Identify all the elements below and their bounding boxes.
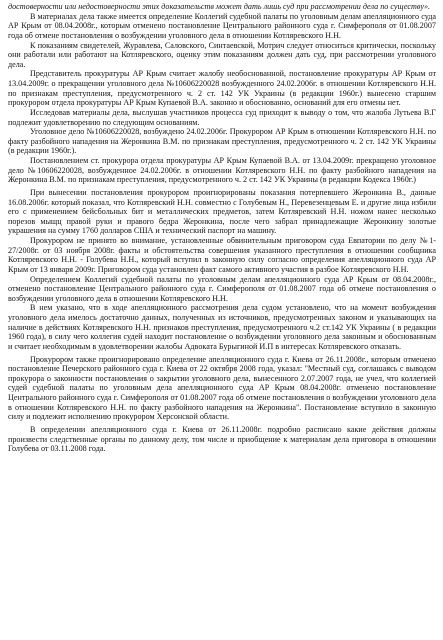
paragraph-appeal-determination: Определением Коллегий судебной палаты по уголовным делам апелляционного суда АР Крым от 08.04.2008г., отменено постановление Центрального районного суда г. Симферополя от 01.08.2007 года об отмене постановления о возбуждении уголовного дела в отношении Котляревского Н.Н.: [8, 274, 436, 303]
paragraph-prosecutor-position: Представитель прокуратуры АР Крым считает жалобу необоснованной, постановление прокуратуры АР Крым от 13.04.2009г. о прекращении уголовного дела №10606220028 возбужденного 24.02.2006г. в отношении Котляревского Н.Н. по признакам преступления, предусмотренного ч. 2 ст. 142 УК Украины (в редакции 1960г.) вынесено старшим прокурором отдела прокуратуры АР Крым Купаевой В.А. законно и обоснованно, оснований для его отмены нет.: [8, 69, 436, 108]
paragraph-victim-testimony: При вынесении постановления прокурором проигнорированы показания потерпевшего Жеронкина В., данные 16.08.2006г. который показал, что Котляревский Н.Н. совместно с Голубевым Н., Перевезенцевым Е. и другие лица избили его с применением бейсбольных бит и металлических предметов, затем Котляревский Н.Н. ножом нанес несколько порезов мыщц правой руки и правого бедра Жеронкина, после чего забрал принадлежащие Жеронкину золотые украшения на сумму 1760 долларов США и технический паспорт на машину.: [8, 187, 436, 236]
paragraph-case-initiated: Уголовное дело №10606220028, возбуждено 24.02.2006г. Прокурором АР Крым в отношении Котляревского Н.Н. по факту разбойного нападения на Жеронкина В.М. по признакам преступления, предусмотренного ч. 2 ст. 142 УК Украины (в редакции 1960г.).: [8, 127, 436, 156]
paragraph-case-closed: Постановлением ст. прокурора отдела прокуратуры АР Крым Купаевой В.А. от 13.04.2009г. прекращено уголовное дело №10606220028, возбужденное 24.02.2006г. в отношении Котляревского Н.Н. по факту разбойного нападения на Жеронкина В.М. по признакам преступления, предусмотренного ч. 2 ст. 142 УК Украины (в редакции Кодекса 1960г.): [8, 156, 436, 185]
paragraph-evpatoria-verdict: Прокурором не принято во внимание, установленные обвинительным приговором суда Евпатории по делу №1-27/2008г. от 03 ноября 2008г. факты и обстоятельства совершения указанного преступления в отношении сообщника Котляревского Н.Н. - Голубева Н.Н., который вступил в законную силу согласно определения апелляционного суда АР Крым от 13 января 2009г. Приговором суда установлен факт самого активного участия в разбое Котляревского Н.Н.: [8, 236, 436, 274]
paragraph-witnesses: К показаниям свидетелей, Журавлева, Саловского, Синтаевской, Мотрич следует относиться критически, поскольку они работали или работают на Котляревского, оценку этим показаниям должен дать суд, при рассмотрении уголовного дела.: [8, 40, 436, 69]
paragraph-kiev-ruling: Прокурором также проигнорировано определение апелляционного суда г. Киева от 26.11.2008г., которым отменено постановление Печерского районного суда г. Киева от 22 октября 2008 года, указал: "Местный суд, соглашаясь с выводом прокурора о законности постановления о закрытии уголовного дела, вынесенного 2.07.2007 года, не учел, что коллегией судей судебной палаты по уголовным дела апелляционного суда АР Крым 08.04.2008г. отменено постановление Центрального районного суда г. Симферополя от 01.08.2007 года об отмене постановления о возбуждении уголовного дела в отношении Котляревского Н.Н. по факту разбойного нападения на Жеронкина". Постановление вступило в законную силу и подлежит исполнению прокурором Херсонской области.: [8, 354, 436, 422]
paragraph-appeal-ruling: В материалах дела также имеется определение Коллегий судебной палаты по уголовным делам апелляционного суда АР Крым от 08.04.2008г., которым отменено постановление Центрального районного суда г. Симферополя от 01.08.2007 года об отмене постановления о возбуждении уголовного дела в отношении Котляревского Н.Н.: [8, 11, 436, 40]
paragraph-continuation: достоверности или недостоверности этих доказательств может дать лишь суд при рассмотрении дела по существу».: [8, 2, 431, 11]
paragraph-kiev-instructions: В определении апелляционного суда г. Киева от 26.11.2008г. подробно расписано какие действия должны произвести следственные органы по данному делу, том числе и приобщение к материалам дела приговора в отношении Голубева от 03.11.2008 года.: [8, 424, 436, 454]
paragraph-appeal-findings: В нем указано, что в ходе апелляционного рассмотрения дела судом установлено, что на момент возбуждения уголовного дела имелось достаточно данных, полученных из источников, предусмотренных законом и указывающих на наличие в действиях Котляревского Н.Н. признаков преступления, предусмотренного ч.2 ст.142 УК Украины ( в редакции 1960 года), в силу чего коллегия судей находит постановление о возбуждении уголовного дела законным и обоснованным и считает необходимым в удовлетворении жалобы Адвоката Бурыгиной И.П в интересах Котляревского отказать.: [8, 303, 436, 351]
paragraph-court-conclusion: Исследовав материалы дела, выслушав участников процесса суд приходит к выводу о том, что жалоба Лутьева В.Г подлежит удовлетворению по следующим основаниям.: [8, 107, 436, 127]
